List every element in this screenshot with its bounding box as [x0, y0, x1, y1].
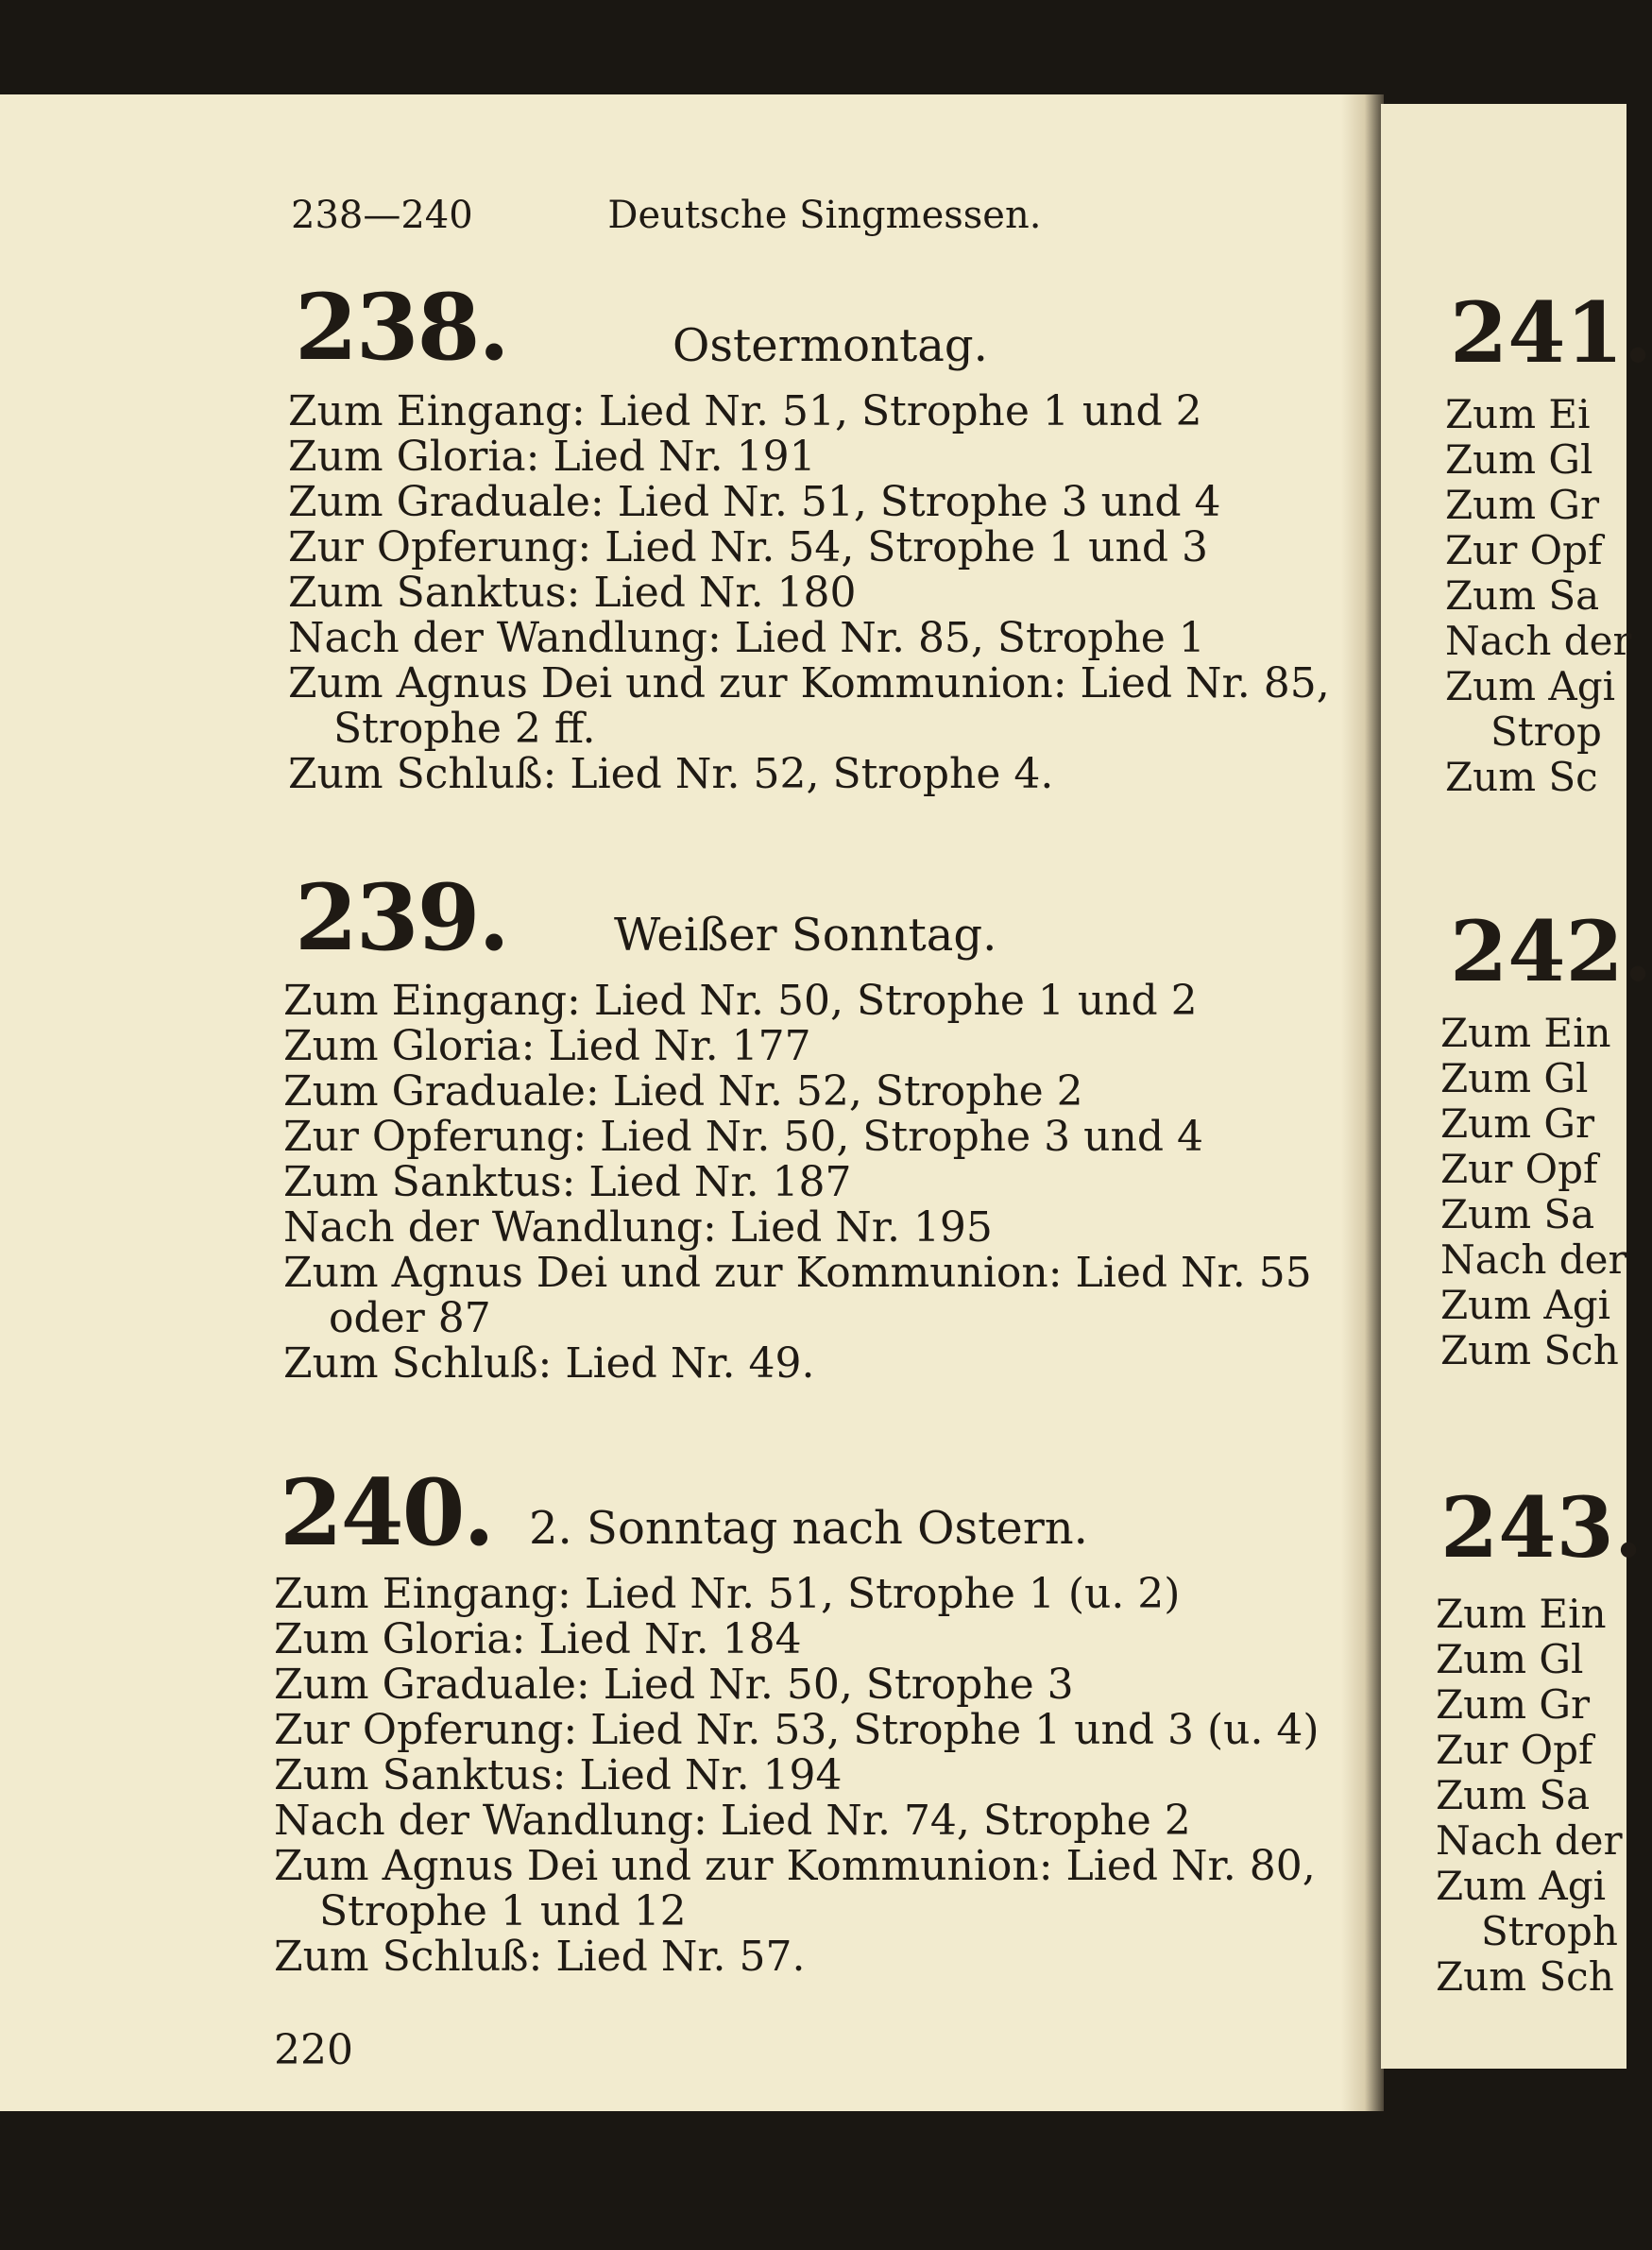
entry-line: Zum Agi — [1445, 663, 1616, 709]
entry-line: Zum Ei — [1445, 391, 1591, 437]
entry-line: Zum Sa — [1436, 1772, 1591, 1818]
section-entries — [288, 389, 1330, 797]
entry-line: Zum Graduale: Lied Nr. 51, Strophe 3 und 4 — [288, 478, 1221, 526]
section-title: Weißer Sonntag. — [614, 909, 997, 962]
entry-line: Nach der — [1445, 618, 1632, 664]
entry-line-continued: Strophe 2 ff. — [333, 705, 596, 753]
entry-line: Zum Agnus Dei und zur Kommunion: Lied Nr. 80, — [274, 1842, 1316, 1890]
entry-line: Zum Sanktus: Lied Nr. 180 — [288, 569, 857, 617]
entry-line: Zum Graduale: Lied Nr. 52, Strophe 2 — [283, 1067, 1083, 1116]
entry-line: Nach der Wandlung: Lied Nr. 74, Strophe 2 — [274, 1797, 1191, 1845]
section-number: 240. — [280, 1459, 493, 1566]
entry-line: Nach der — [1436, 1817, 1623, 1864]
entry-line: Zum Sc — [1445, 754, 1598, 800]
entry-line-continued: Strop — [1490, 708, 1602, 755]
section-number: 238. — [295, 274, 508, 381]
entry-line: Zum Agi — [1436, 1863, 1607, 1909]
entry-line: Zum Eingang: Lied Nr. 51, Strophe 1 (u. 2) — [274, 1570, 1181, 1618]
page-number: 220 — [274, 2026, 353, 2074]
entry-line: Zum Eingang: Lied Nr. 51, Strophe 1 und 2 — [288, 387, 1202, 435]
entry-line: Zum Ein — [1440, 1010, 1611, 1056]
running-head-range: 238—240 — [291, 194, 473, 237]
right-section-entries — [1436, 1591, 1623, 2000]
entry-line-continued: Strophe 1 und 12 — [319, 1887, 687, 1935]
entry-line: Zum Schluß: Lied Nr. 52, Strophe 4. — [288, 750, 1054, 798]
entry-line: Nach der Wandlung: Lied Nr. 85, Strophe 1 — [288, 614, 1205, 662]
right-section-entries — [1445, 391, 1632, 800]
entry-line: Zum Sa — [1445, 572, 1600, 619]
entry-line: Zum Gl — [1436, 1636, 1584, 1682]
entry-line: Zur Opf — [1436, 1727, 1593, 1773]
section-title: 2. Sonntag nach Ostern. — [529, 1502, 1088, 1555]
entry-line: Zum Gr — [1436, 1681, 1591, 1728]
right-section-number: 241. — [1450, 283, 1652, 382]
entry-line: Zum Gloria: Lied Nr. 177 — [283, 1022, 811, 1070]
entry-line: Nach der — [1440, 1236, 1627, 1283]
book-gutter — [1341, 94, 1384, 2111]
entry-line: Zum Agnus Dei und zur Kommunion: Lied Nr. 85, — [288, 659, 1330, 707]
right-section-entries — [1440, 1010, 1627, 1373]
entry-line: Zum Sa — [1440, 1191, 1595, 1237]
entry-line: Zum Sch — [1440, 1327, 1619, 1373]
entry-line-continued: oder 87 — [329, 1294, 491, 1342]
entry-line: Zur Opferung: Lied Nr. 53, Strophe 1 und 3 (u. 4) — [274, 1706, 1320, 1754]
right-section-number: 242. — [1450, 902, 1652, 1000]
entry-line: Zum Sanktus: Lied Nr. 194 — [274, 1751, 843, 1799]
entry-line: Zum Graduale: Lied Nr. 50, Strophe 3 — [274, 1661, 1074, 1709]
section-title: Ostermontag. — [673, 319, 988, 372]
entry-line: Zum Gl — [1440, 1055, 1589, 1101]
entry-line: Zum Gr — [1445, 482, 1600, 528]
right-section-number: 243. — [1440, 1478, 1643, 1577]
entry-line: Zum Eingang: Lied Nr. 50, Strophe 1 und 2 — [283, 977, 1198, 1025]
entry-line: Zum Schluß: Lied Nr. 57. — [274, 1933, 806, 1981]
entry-line: Zum Agi — [1440, 1282, 1611, 1328]
entry-line: Zum Sanktus: Lied Nr. 187 — [283, 1158, 852, 1206]
entry-line: Zum Gl — [1445, 436, 1593, 483]
entry-line: Zum Ein — [1436, 1591, 1607, 1637]
running-head-title: Deutsche Singmessen. — [607, 194, 1042, 237]
running-head — [291, 194, 1041, 237]
entry-line: Zur Opf — [1440, 1146, 1598, 1192]
entry-line: Zur Opferung: Lied Nr. 54, Strophe 1 und 3 — [288, 523, 1208, 571]
section-number: 239. — [295, 864, 508, 971]
entry-line: Zum Schluß: Lied Nr. 49. — [283, 1339, 815, 1388]
entry-line: Zur Opf — [1445, 527, 1603, 573]
entry-line: Zum Gloria: Lied Nr. 191 — [288, 433, 816, 481]
entry-line: Nach der Wandlung: Lied Nr. 195 — [283, 1203, 993, 1252]
entry-line: Zum Agnus Dei und zur Kommunion: Lied Nr. 55 — [283, 1249, 1312, 1297]
entry-line: Zum Gloria: Lied Nr. 184 — [274, 1615, 802, 1663]
entry-line-continued: Stroph — [1481, 1908, 1618, 1954]
entry-line: Zum Gr — [1440, 1100, 1595, 1147]
section-entries — [283, 979, 1312, 1387]
section-entries — [274, 1572, 1320, 1980]
entry-line: Zum Sch — [1436, 1953, 1614, 2000]
entry-line: Zur Opferung: Lied Nr. 50, Strophe 3 und 4 — [283, 1113, 1203, 1161]
